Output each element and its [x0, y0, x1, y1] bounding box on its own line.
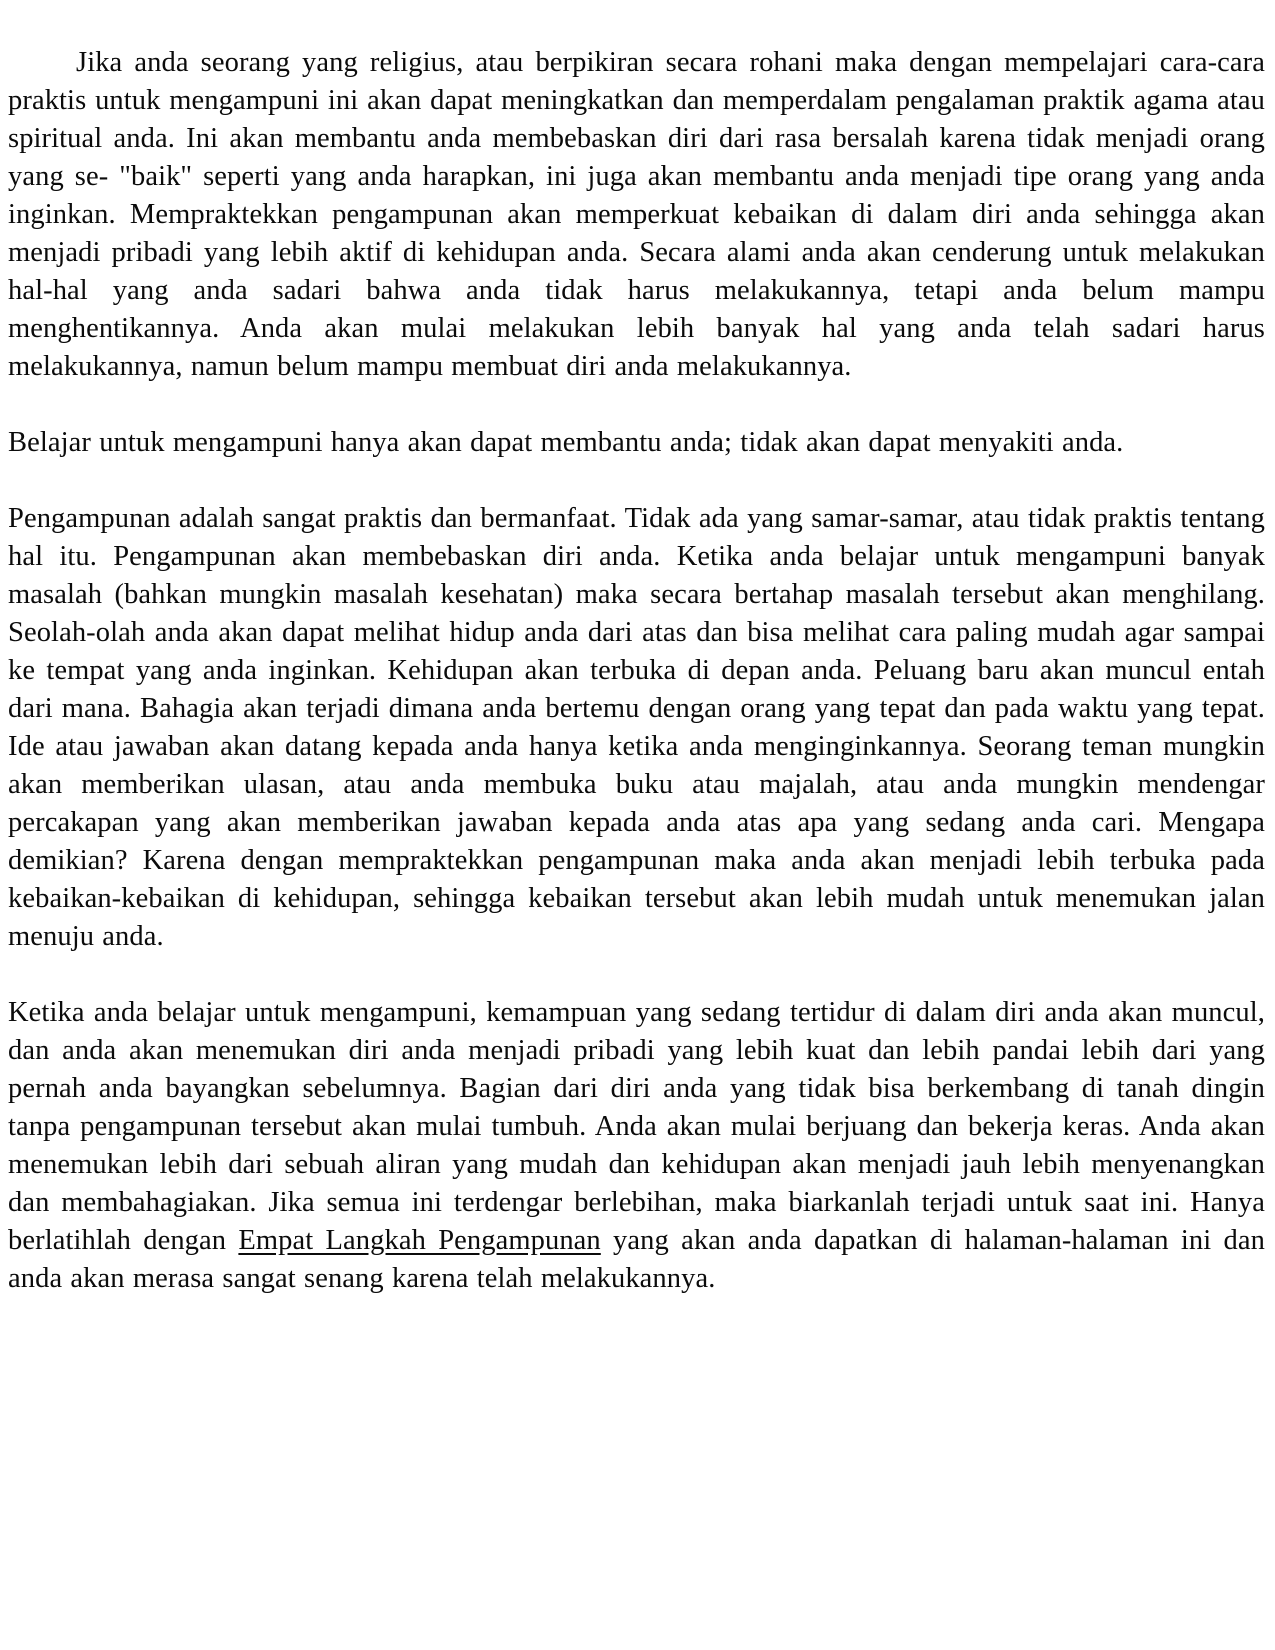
paragraph-pengampunan-praktis: Pengampunan adalah sangat praktis dan bermanfaat. Tidak ada yang samar-samar, atau tidak praktis tentang hal itu. Pengampunan akan membebaskan diri anda. Ketika anda belajar untuk mengampuni banyak masalah (bahkan mungkin masalah kesehatan) maka secara bertahap masalah tersebut akan menghilang. Seolah-olah anda akan dapat melihat hidup anda dari atas dan bisa melihat cara paling mudah agar sampai ke tempat yang anda inginkan. Kehidupan akan terbuka di depan anda. Peluang baru akan muncul entah dari mana. Bahagia akan terjadi dimana anda bertemu dengan orang yang tepat dan pada waktu yang tepat. Ide atau jawaban akan datang kepada anda hanya ketika anda menginginkannya. Seorang teman mungkin akan memberikan ulasan, atau anda membuka buku atau majalah, atau anda mungkin mendengar percakapan yang akan memberikan jawaban kepada anda atas apa yang sedang anda cari. Mengapa demikian? Karena dengan mempraktekkan pengampunan maka anda akan menjadi lebih terbuka pada kebaikan-kebaikan di kehidupan, sehingga kebaikan tersebut akan lebih mudah untuk menemukan jalan menuju anda.: [8, 503, 1265, 952]
paragraph-religius: Jika anda seorang yang religius, atau berpikiran secara rohani maka dengan mempelajari cara-cara praktis untuk mengampuni ini akan dapat meningkatkan dan memperdalam pengalaman praktik agama atau spiritual anda. Ini akan membantu anda membebaskan diri dari rasa bersalah karena tidak menjadi orang yang se- "baik" seperti yang anda harapkan, ini juga akan membantu anda menjadi tipe orang yang anda inginkan. Mempraktekkan pengampunan akan memperkuat kebaikan di dalam diri anda sehingga akan menjadi pribadi yang lebih aktif di kehidupan anda. Secara alami anda akan cenderung untuk melakukan hal-hal yang anda sadari bahwa anda tidak harus melakukannya, tetapi anda belum mampu menghentikannya. Anda akan mulai melakukan lebih banyak hal yang anda telah sadari harus melakukannya, namun belum mampu membuat diri anda melakukannya.: [8, 47, 1265, 382]
paragraph-kemampuan-tertidur: [8, 994, 1265, 1298]
paragraph-4-text-after: yang akan anda dapatkan di halaman-halaman ini dan anda akan merasa sangat senang karena telah melakukannya.: [8, 1225, 1266, 1294]
empat-langkah-pengampunan-underlined-phrase: Empat Langkah Pengampunan: [238, 1225, 601, 1256]
paragraph-belajar-mengampuni: Belajar untuk mengampuni hanya akan dapat membantu anda; tidak akan dapat menyakiti anda.: [8, 427, 1124, 458]
paragraph-4-text-before: Ketika anda belajar untuk mengampuni, kemampuan yang sedang tertidur di dalam diri anda akan muncul, dan anda akan menemukan diri anda menjadi pribadi yang lebih kuat dan lebih pandai lebih dari yang pernah anda bayangkan sebelumnya. Bagian dari diri anda yang tidak bisa berkembang di tanah dingin tanpa pengampunan tersebut akan mulai tumbuh. Anda akan mulai berjuang dan bekerja keras. Anda akan menemukan lebih dari sebuah aliran yang mudah dan kehidupan akan menjadi jauh lebih menyenangkan dan membahagiakan. Jika semua ini terdengar berlebihan, maka biarkanlah terjadi untuk saat ini. Hanya berlatihlah dengan: [8, 997, 1265, 1256]
